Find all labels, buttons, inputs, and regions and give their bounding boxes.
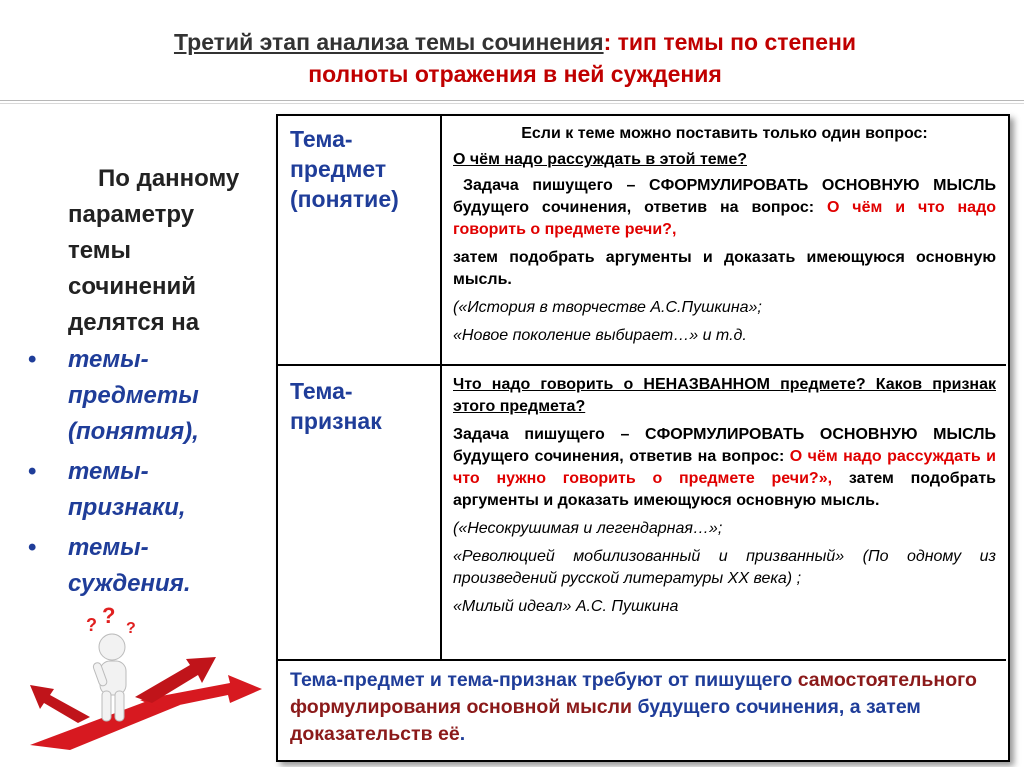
row2-question: Что надо говорить о НЕНАЗВАННОМ предмете? Каков признак этого предмета? bbox=[453, 376, 996, 415]
summary-highlight: доказательств её bbox=[290, 723, 460, 745]
divider-shadow bbox=[0, 103, 1024, 104]
row1-description bbox=[453, 123, 996, 353]
summary-part: . bbox=[459, 723, 466, 745]
list-item bbox=[28, 342, 268, 450]
table-column-divider bbox=[440, 116, 442, 660]
row2-example: «Милый идеал» А.С. Пушкина bbox=[453, 598, 679, 615]
row1-task bbox=[453, 175, 996, 241]
bullet-icon: • bbox=[28, 458, 37, 485]
list-item bbox=[28, 454, 268, 526]
intro-line: делятся на bbox=[68, 309, 200, 336]
list-item-label: темы- суждения. bbox=[68, 534, 191, 597]
category-theme-subject: Тема- предмет (понятие) bbox=[290, 126, 399, 212]
row2-example: «Революцией мобилизованный и призванный» (По одному из произведений русской литературы XX века) ; bbox=[453, 548, 996, 587]
list-item-label: темы- предметы (понятия), bbox=[68, 346, 199, 445]
title-part3: полноты отражения в ней суждения bbox=[308, 61, 722, 87]
intro-line: параметру bbox=[68, 201, 195, 228]
intro-line: По данному bbox=[98, 165, 240, 192]
summary-part: Тема-предмет и тема-признак требуют от пишущего bbox=[290, 669, 798, 691]
row2-task-question: О чём надо рассуждать и что нужно говорить о предмете речи?», bbox=[453, 448, 996, 487]
summary-part: будущего сочинения, а затем bbox=[632, 696, 921, 718]
row1-task-text: Задача пишущего – СФОРМУЛИРОВАТЬ ОСНОВНУЮ МЫСЛЬ будущего сочинения, ответив на вопрос: bbox=[453, 177, 996, 216]
intro-line: темы bbox=[68, 237, 132, 264]
thinking-figure-illustration bbox=[30, 605, 270, 750]
row1-then: затем подобрать аргументы и доказать имеющуюся основную мысль. bbox=[453, 249, 996, 288]
svg-text:?: ? bbox=[86, 615, 97, 635]
table-row-divider bbox=[278, 364, 1006, 366]
row2-task-text: Задача пишущего – СФОРМУЛИРОВАТЬ ОСНОВНУЮ МЫСЛЬ будущего сочинения, ответив на вопрос: bbox=[453, 426, 996, 465]
divider bbox=[0, 100, 1024, 101]
table-summary bbox=[290, 667, 990, 748]
type-list bbox=[28, 342, 268, 606]
row2-example: («Несокрушимая и легендарная…»; bbox=[453, 520, 723, 537]
row1-example: («История в творчестве А.С.Пушкина»; bbox=[453, 299, 762, 316]
table-row-divider bbox=[278, 659, 1006, 661]
bullet-icon: • bbox=[28, 346, 37, 373]
intro-line: сочинений bbox=[68, 273, 196, 300]
svg-text:?: ? bbox=[126, 620, 136, 637]
row1-task-question: О чём и что надо говорить о предмете речи?, bbox=[453, 199, 997, 238]
title-part2: : тип темы по степени bbox=[603, 29, 857, 55]
svg-text:?: ? bbox=[102, 605, 116, 628]
page-title bbox=[40, 26, 990, 90]
row2-description bbox=[453, 374, 996, 624]
row2-task bbox=[453, 424, 996, 512]
summary-highlight: самостоятельного формулирования основной мысли bbox=[290, 669, 977, 718]
category-theme-attribute: Тема- признак bbox=[290, 378, 382, 434]
list-item-label: темы- признаки, bbox=[68, 458, 186, 521]
row2-task-rest: затем подобрать аргументы и доказать имеющуюся основную мысль. bbox=[453, 470, 996, 509]
title-part1: Третий этап анализа темы сочинения bbox=[173, 29, 604, 55]
bullet-icon: • bbox=[28, 534, 37, 561]
row1-question: О чём надо рассуждать в этой теме? bbox=[453, 151, 747, 168]
list-item bbox=[28, 530, 268, 602]
intro-text bbox=[68, 161, 278, 341]
row1-question-intro: Если к теме можно поставить только один вопрос: bbox=[521, 125, 928, 142]
row1-example: «Новое поколение выбирает…» и т.д. bbox=[453, 327, 747, 344]
